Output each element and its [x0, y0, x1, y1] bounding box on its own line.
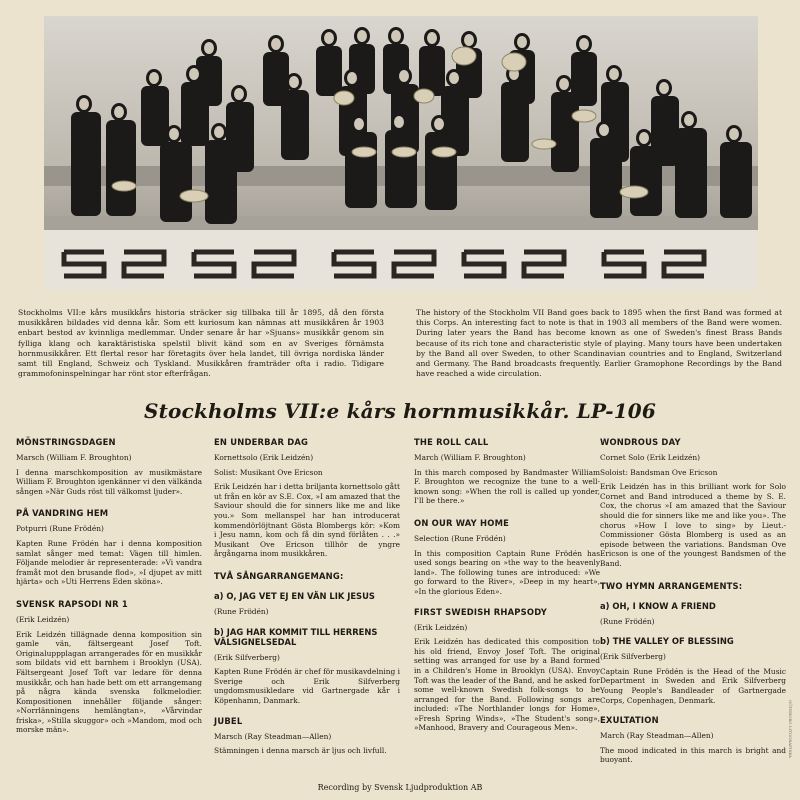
- section-heading: TWO HYMN ARRANGEMENTS:: [600, 580, 743, 591]
- section-heading: TVÅ SÅNGARRANGEMANG:: [214, 570, 344, 581]
- intro-swedish: [18, 308, 384, 379]
- track-title: PÅ VANDRING HEM: [16, 508, 109, 519]
- track-subtitle: March (Ray Steadman—Allen): [600, 731, 714, 741]
- track-description: Captain Rune Frödén is the Head of the Music Department in Sweden and Erik Silfverberg Young People's Bandleader of Gartnergade Corps, Copenhagen, Denmark.: [600, 666, 786, 705]
- track-description: Erik Leidzén has in this brilliant work for Solo Cornet and Band introduced a theme by S. E. Cox, the chorus »I am amazed that the Saviour should die for sinners like me and like you». The chorus »How I love to sing» by Lieut.-Commissioner Gösta Blomberg is used as an episode between the variations. Bandsman Ove Ericson is one of the youngest Bandsmen of the Band.: [600, 482, 786, 568]
- track-description: Kapten Rune Frödén har i denna komposition samlat sånger med temat: Vägen till himlen. Följande melodier är representerade: »Vi vandra framåt mot den brusande flod», »I djupet av mitt hjärta» och »Uti Herrens Eden sköna».: [16, 538, 202, 587]
- track-description: The mood indicated in this march is bright and buoyant.: [600, 745, 786, 765]
- track-description: In this march composed by Bandmaster William F. Broughton we recognize the tune to a well-known song: »When the roll is called up yonder, I'll be there.»: [414, 467, 600, 506]
- track-title: JUBEL: [214, 715, 243, 726]
- album-title: [0, 399, 800, 423]
- track-title: b) JAG HAR KOMMIT TILL HERRENS VÄLSIGNELSEDAL: [214, 626, 378, 647]
- track-subtitle: Selection (Rune Frödén): [414, 533, 506, 543]
- track-description: In this composition Captain Rune Frödén has used songs bearing on »the way to the heavenly land». The following tunes are introduced: »We go forward to the River», »Deep in my heart», »In the glorious Eden».: [414, 548, 600, 596]
- track-description: Kapten Rune Frödén är chef för musikavdelning i Sverige och Erik Silfverberg ungdomsmusikledare vid Gartnergade kår i Köpenhamn, Danmark.: [214, 667, 400, 705]
- track-subtitle: (Rune Frödén): [214, 606, 269, 616]
- track-title: MÖNSTRINGSDAGEN: [16, 437, 116, 447]
- album-title-text: Stockholms VII:e kårs hornmusikkår.: [143, 399, 570, 423]
- track-subtitle: Marsch (Ray Steadman—Allen): [214, 731, 332, 741]
- track-subtitle: Cornet Solo (Erik Leidzén): [600, 453, 701, 462]
- track-title: THE ROLL CALL: [414, 437, 489, 447]
- track-title: EXULTATION: [600, 715, 659, 726]
- band-photo: [44, 16, 758, 290]
- catalog-number: LP-106: [576, 399, 657, 423]
- intro-english: [416, 308, 782, 379]
- printer-credit: GÖTEBORG LITOGRAFISKA: [788, 700, 793, 758]
- track-notes-col-3: [414, 437, 600, 743]
- track-title: a) O, JAG VET EJ EN VÄN LIK JESUS: [214, 590, 375, 601]
- track-description: Erik Leidzén has dedicated this composition to his old friend, Envoy Josef Toft. The original setting was arranged for use by a Band formed in a Children's Home in Brooklyn (USA). Envoy Toft was the leader of the Band, and he asked for some well-known Swedish folk-songs to be arranged for the Band. Following songs are included: »The Northlander longs for Home», »Fresh Spring Winds», »The Student's song», »Manhood, Bravery and Courageous Men».: [414, 637, 600, 733]
- recording-credit: Recording by Svensk Ljudproduktion AB: [317, 783, 483, 792]
- track-subtitle: (Erik Leidzén): [16, 614, 70, 624]
- intro-swedish-text: Stockholms VII:e kårs musikkårs historia sträcker sig tillbaka till år 1895, då den första musikkåren bildades vid denna kår. Som ett kuriosum kan nämnas att musikkåren år 1903 enbart bestod av kvinnliga medlemmar. Under senare år har »Sjuans» musikkår genom sin fylliga klang och karaktäristiska spelstil blivit känd som en av Sveriges förnämsta hornmusikkårer. Ett flertal resor har företagits över hela landet, till övriga nordiska länder samt till England, Schweiz och Tyskland. Musikkåren framträder ofta i radio. Tidigare grammofoninspelningar har rönt stor efterfrågan.: [18, 308, 384, 379]
- track-title: FIRST SWEDISH RHAPSODY: [414, 606, 547, 617]
- track-title: a) OH, I KNOW A FRIEND: [600, 600, 716, 611]
- track-subtitle: (Rune Frödén): [600, 616, 655, 626]
- track-title: ON OUR WAY HOME: [414, 517, 510, 528]
- track-soloist: Solist: Musikant Ove Ericson: [214, 467, 323, 477]
- track-notes-col-4: [600, 437, 786, 775]
- track-notes-col-1: [16, 437, 202, 745]
- track-title: b) THE VALLEY OF BLESSING: [600, 636, 734, 647]
- track-subtitle: (Erik Silfverberg): [600, 652, 666, 662]
- track-subtitle: March (William F. Broughton): [414, 453, 526, 462]
- track-title: SVENSK RAPSODI NR 1: [16, 598, 128, 609]
- track-notes-col-2: [214, 437, 400, 766]
- track-subtitle: Potpurri (Rune Frödén): [16, 524, 104, 534]
- track-soloist: Soloist: Bandsman Ove Ericson: [600, 467, 718, 477]
- track-subtitle: Marsch (William F. Broughton): [16, 453, 132, 462]
- track-subtitle: Kornettsolo (Erik Leidzén): [214, 453, 314, 462]
- intro-english-text: The history of the Stockholm VII Band goes back to 1895 when the first Band was formed at this Corps. An interesting fact to note is that in 1903 all members of the Band were women. During later years the Band has become known as one of Sweden's finest Brass Bands because of its rich tone and characteristic style of playing. Many tours have been undertaken by the Band all over Sweden, to other Scandinavian countries and to England, Switzerland and Germany. The Band broadcasts frequently. Earlier Gramophone Recordings by the Band have reached a wide circulation.: [416, 308, 782, 379]
- track-description: Erik Leidzén har i detta briljanta kornettsolo gått ut från en kör av S.E. Cox, »I am amazed that the Saviour should die for sinners like me and like you.» Som mellanspel har han introducerat kommendörlöjtnant Gösta Blombergs kör: »Kom i Jesu namn, kom och få din synd förlåten . . .» Musikant Ove Ericson tillhör de yngre årgångarna inom musikkåren.: [214, 482, 400, 559]
- track-description: I denna marschkomposition av musikmästare William F. Broughton igenkänner vi den välkända sången »När Guds röst till välkomst ljuder».: [16, 467, 202, 496]
- band-photo-illustration: [44, 16, 758, 290]
- track-subtitle: (Erik Silfverberg): [214, 652, 280, 662]
- track-title: EN UNDERBAR DAG: [214, 437, 309, 447]
- track-title: WONDROUS DAY: [600, 437, 681, 447]
- track-description: Erik Leidzén tillägnade denna komposition sin gamle vän, fältsergeant Josef Toft. Originaluppplagan arrangerades för en musikkår som bildats vid ett barnhem i Brooklyn (USA). Fältsergeant Josef Toft var ledare för denna musikkår, och han hade bett om ett arrangemang på några kända svenska folkmelodier. Kompositionen innehåller följande sånger: »Norrlänningens hemlängtan», »Vårvindar friska», »Stilla skuggor» och »Mandom, mod och morske män».: [16, 629, 202, 735]
- track-subtitle: (Erik Leidzén): [414, 622, 468, 632]
- track-description: Stämningen i denna marsch är ljus och livfull.: [214, 746, 387, 756]
